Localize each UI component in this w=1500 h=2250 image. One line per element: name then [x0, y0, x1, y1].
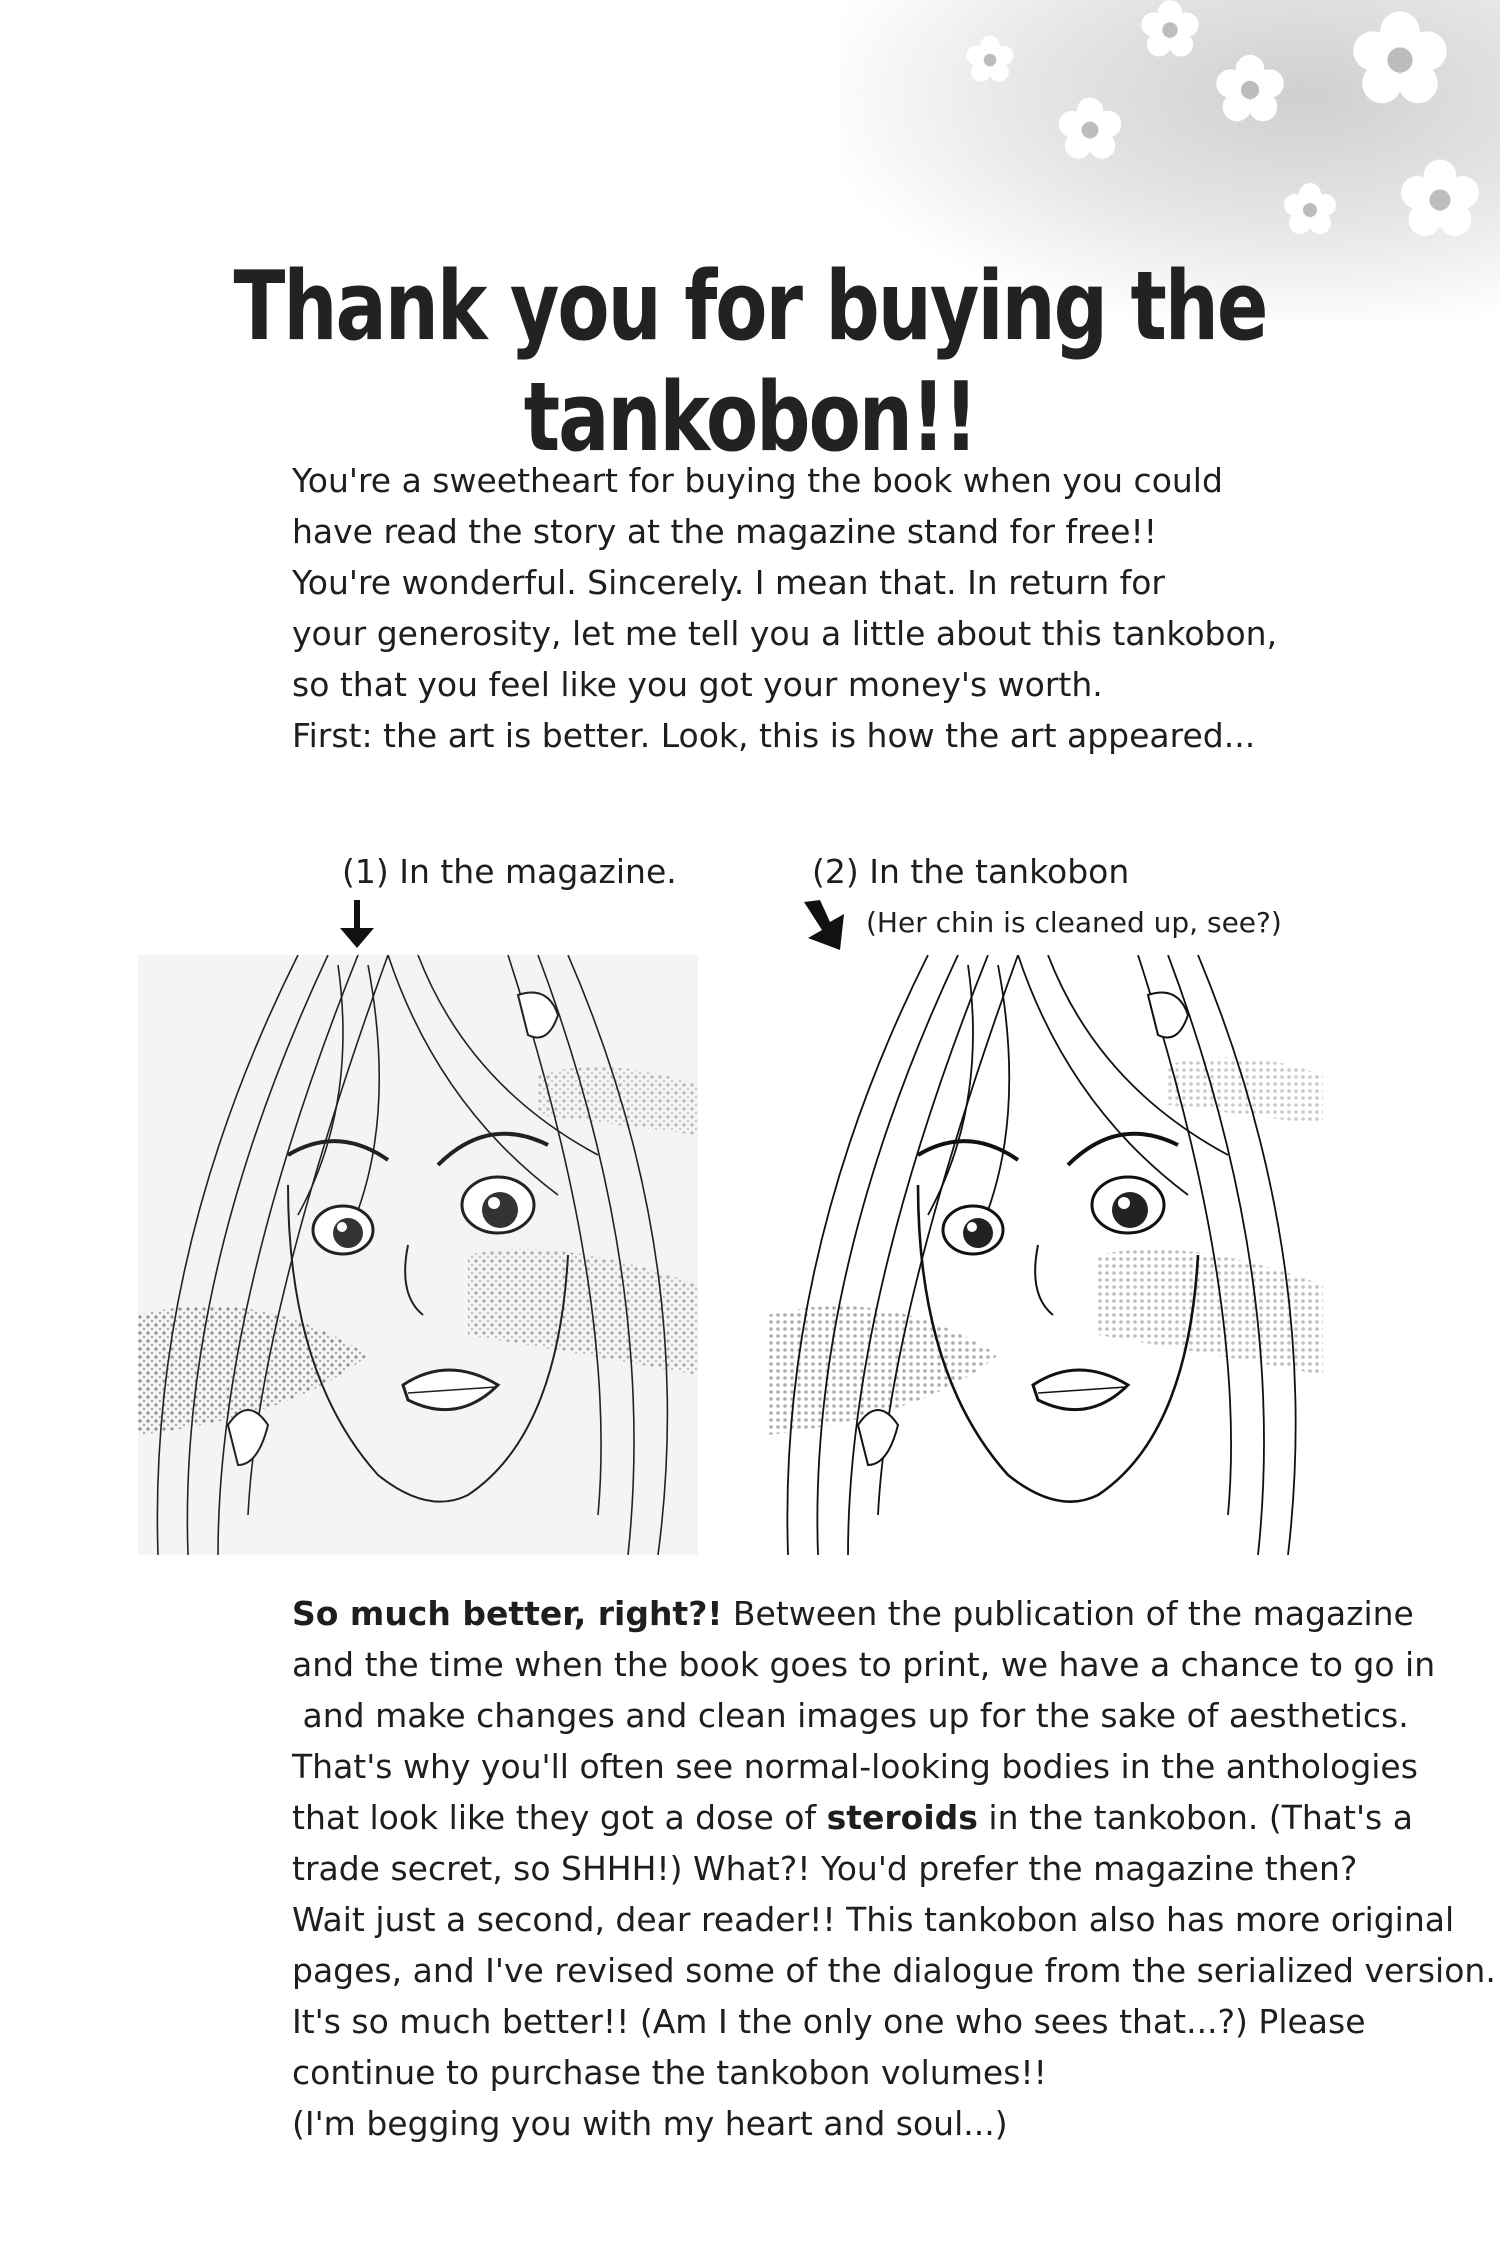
closing-line: That's why you'll often see normal-looking bodies in the anthologies [292, 1747, 1418, 1786]
closing-text: in the tankobon. (That's a [977, 1798, 1413, 1837]
emphasis-text: steroids [826, 1798, 978, 1837]
closing-paragraph [292, 1588, 1496, 2149]
closing-line: It's so much better!! (Am I the only one who sees that...?) Please [292, 2002, 1366, 2041]
closing-text: Between the publication of the magazine [722, 1594, 1414, 1633]
arrow-down-icon [334, 898, 380, 950]
closing-line: and the time when the book goes to print, we have a chance to go in [292, 1645, 1436, 1684]
intro-line: have read the story at the magazine stand for free!! [292, 512, 1157, 551]
closing-line [292, 1792, 1496, 1843]
intro-line: your generosity, let me tell you a little about this tankobon, [292, 614, 1278, 653]
closing-line: trade secret, so SHHH!) What?! You'd prefer the magazine then? [292, 1849, 1358, 1888]
closing-line: (I'm begging you with my heart and soul...) [292, 2104, 1008, 2143]
closing-line: and make changes and clean images up for the sake of aesthetics. [292, 1696, 1409, 1735]
closing-line [292, 1588, 1496, 1639]
emphasis-text: So much better, right?! [292, 1594, 723, 1633]
intro-line: You're a sweetheart for buying the book when you could [292, 461, 1223, 500]
closing-line: Wait just a second, dear reader!! This tankobon also has more original [292, 1900, 1455, 1939]
intro-line: You're wonderful. Sincerely. I mean that. In return for [292, 563, 1165, 602]
manga-panel-tankobon [768, 955, 1323, 1555]
caption-tankobon: (2) In the tankobon [812, 852, 1130, 891]
closing-text: that look like they got a dose of [292, 1798, 827, 1837]
page-title: Thank you for buying the tankobon!! [233, 250, 1267, 473]
caption-tankobon-note: (Her chin is cleaned up, see?) [866, 906, 1282, 939]
caption-magazine: (1) In the magazine. [342, 852, 677, 891]
arrow-down-icon [800, 898, 856, 956]
closing-line: continue to purchase the tankobon volumes!! [292, 2053, 1047, 2092]
intro-paragraph [292, 455, 1277, 761]
closing-line: pages, and I've revised some of the dialogue from the serialized version. [292, 1951, 1496, 1990]
manga-panel-magazine [138, 955, 698, 1555]
intro-line: so that you feel like you got your money's worth. [292, 665, 1103, 704]
intro-line: First: the art is better. Look, this is how the art appeared... [292, 716, 1256, 755]
